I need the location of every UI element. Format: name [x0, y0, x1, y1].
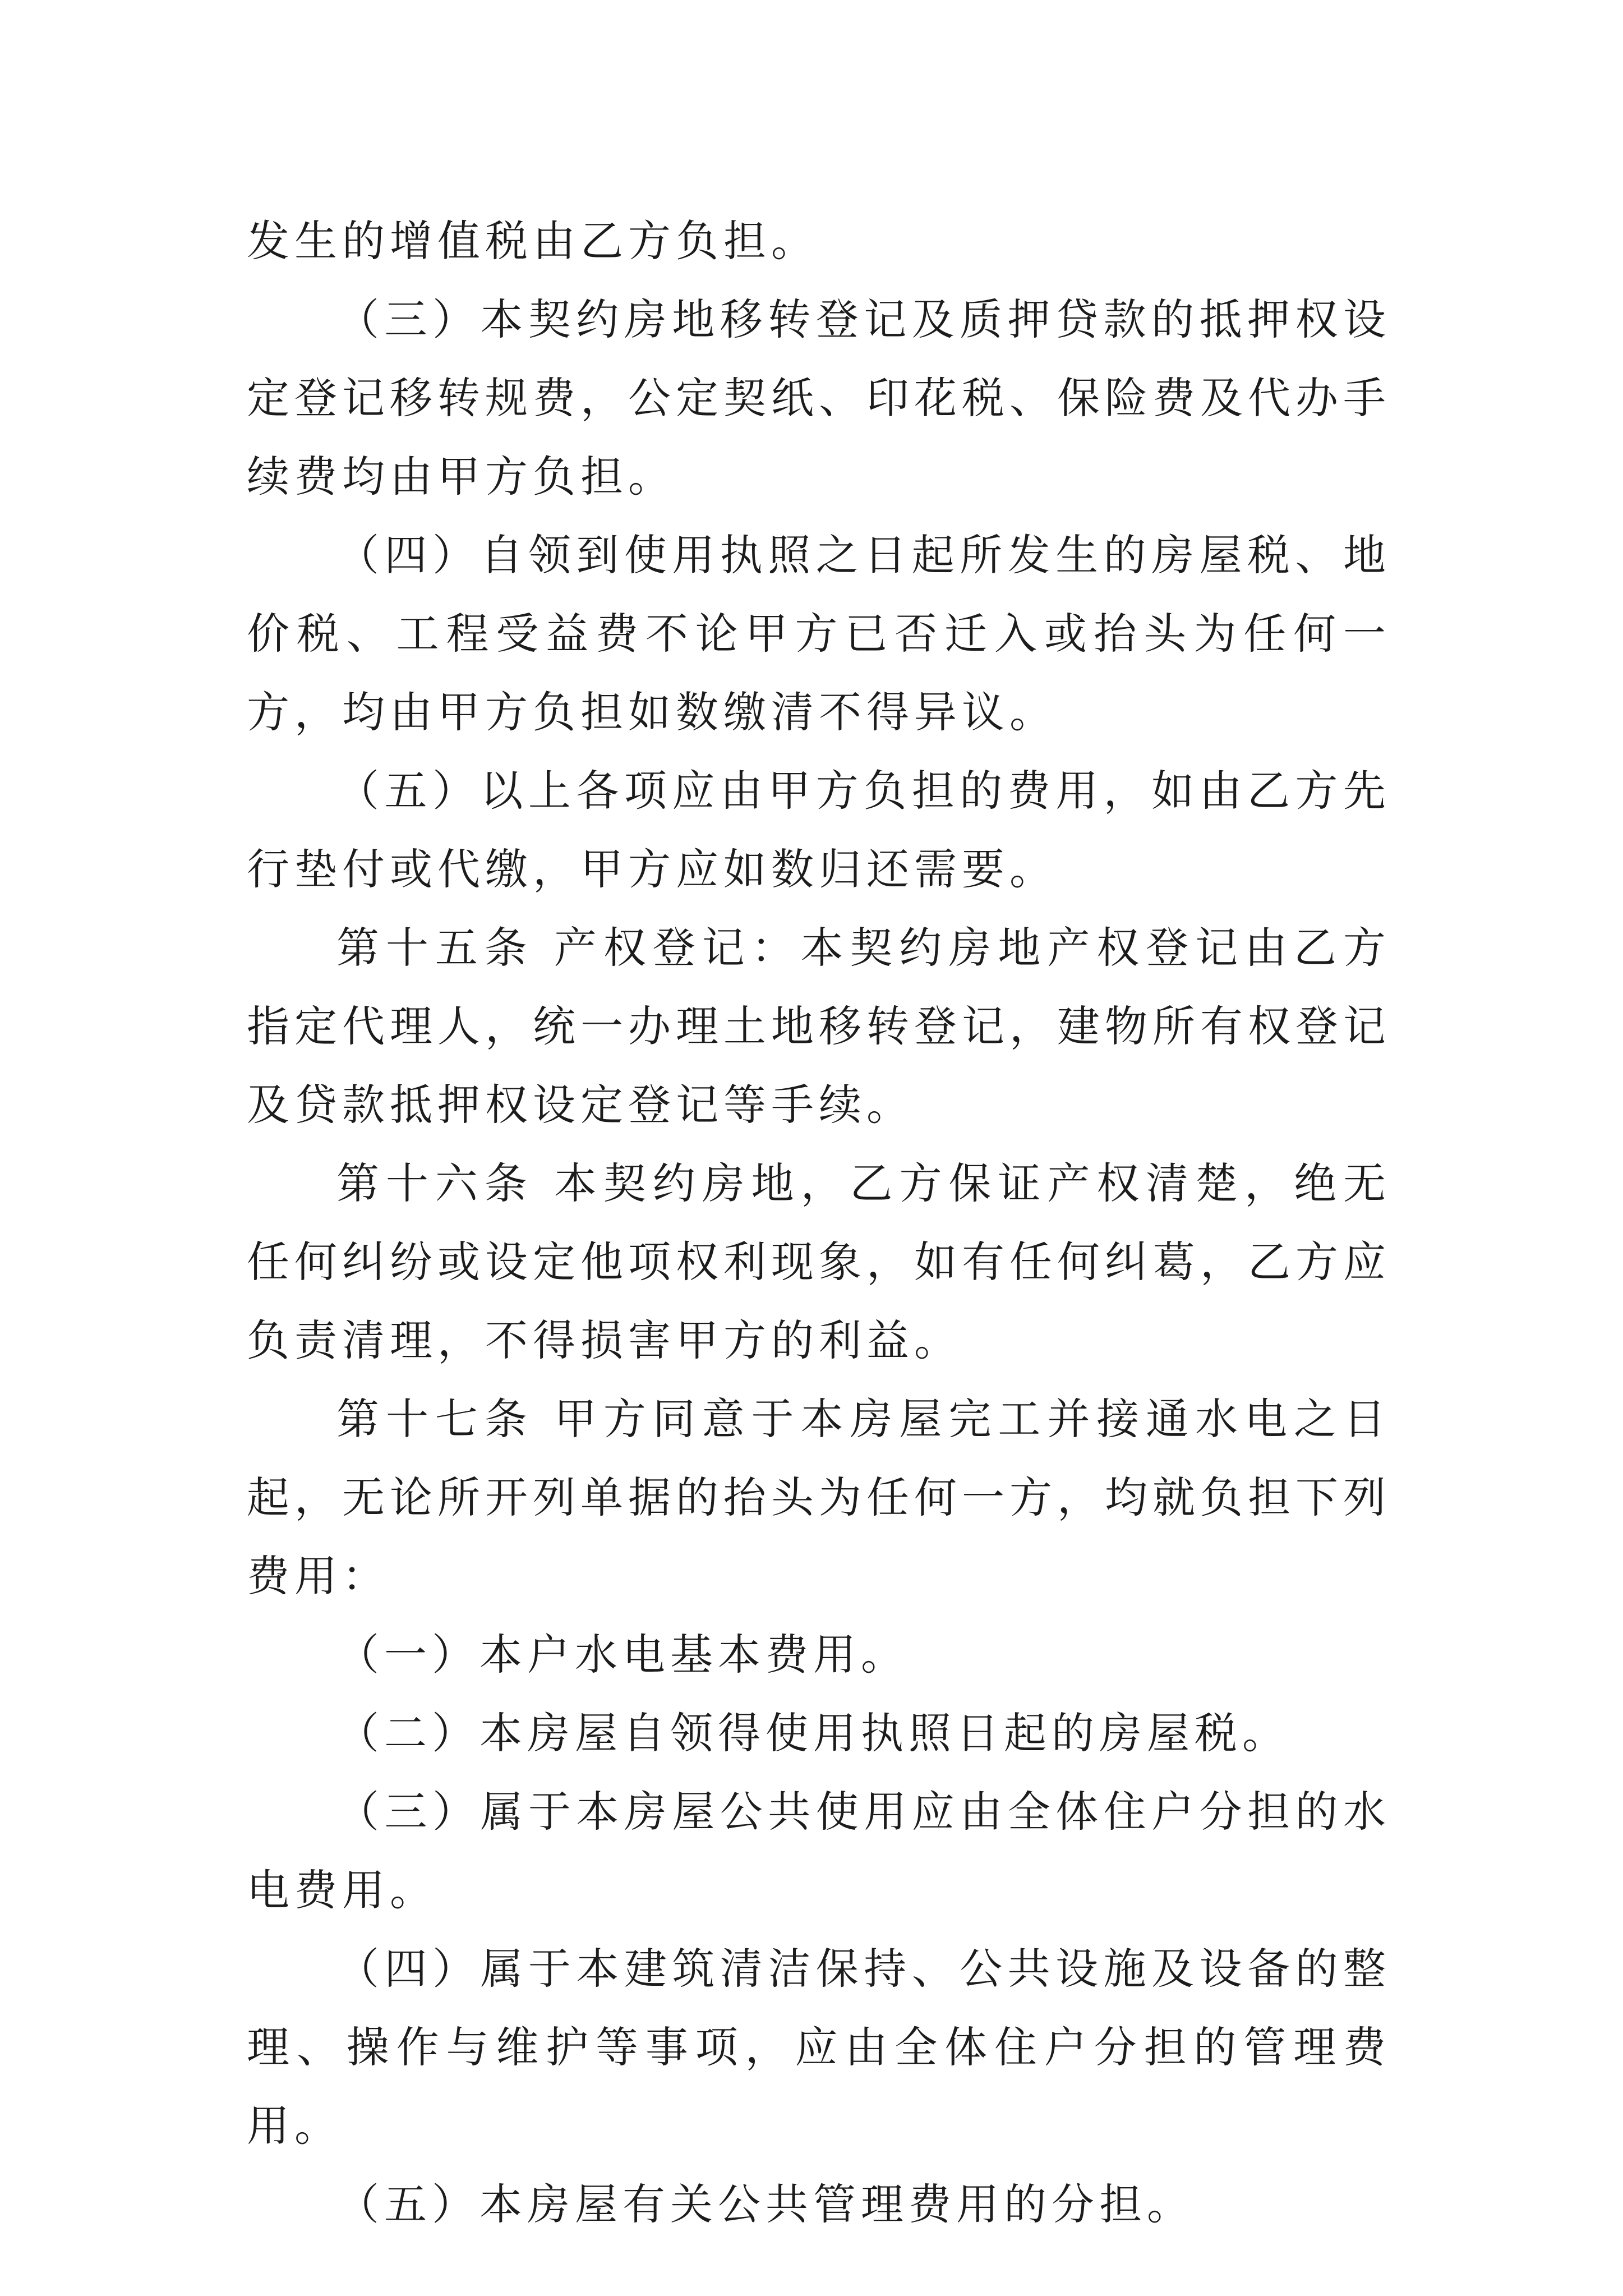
paragraph-article-17-item-5: （五）本房屋有关公共管理费用的分担。: [336, 2179, 1195, 2229]
paragraph-continuation: 发生的增值税由乙方负担。: [247, 216, 819, 266]
paragraph-item-4: （四）自领到使用执照之日起所发生的房屋税、地价税、工程受益费不论甲方已否迁入或抬头为任何一方，均由甲方负担如数缴清不得异议。: [247, 530, 1391, 737]
paragraph-article-17: 第十七条 甲方同意于本房屋完工并接通水电之日起，无论所开列单据的抬头为任何一方，均就负担下列费用：: [247, 1394, 1391, 1601]
paragraph-item-3: （三）本契约房地移转登记及质押贷款的抵押权设定登记移转规费，公定契纸、印花税、保险费及代办手续费均由甲方负担。: [247, 295, 1391, 501]
paragraph-article-17-item-3: （三）属于本房屋公共使用应由全体住户分担的水电费用。: [247, 1787, 1391, 1915]
paragraph-article-17-item-4: （四）属于本建筑清洁保持、公共设施及设备的整理、操作与维护等事项，应由全体住户分担的管理费用。: [247, 1944, 1391, 2151]
document-body: [247, 202, 1391, 2244]
paragraph-item-5: （五）以上各项应由甲方负担的费用，如由乙方先行垫付或代缴，甲方应如数归还需要。: [247, 766, 1391, 894]
paragraph-article-17-item-1: （一）本户水电基本费用。: [336, 1630, 909, 1680]
paragraph-article-16: 第十六条 本契约房地，乙方保证产权清楚，绝无任何纠纷或设定他项权利现象，如有任何纠葛，乙方应负责清理，不得损害甲方的利益。: [247, 1158, 1391, 1365]
paragraph-article-17-item-2: （二）本房屋自领得使用执照日起的房屋税。: [336, 1708, 1290, 1758]
paragraph-article-15: 第十五条 产权登记：本契约房地产权登记由乙方指定代理人，统一办理土地移转登记，建物所有权登记及贷款抵押权设定登记等手续。: [247, 923, 1391, 1130]
